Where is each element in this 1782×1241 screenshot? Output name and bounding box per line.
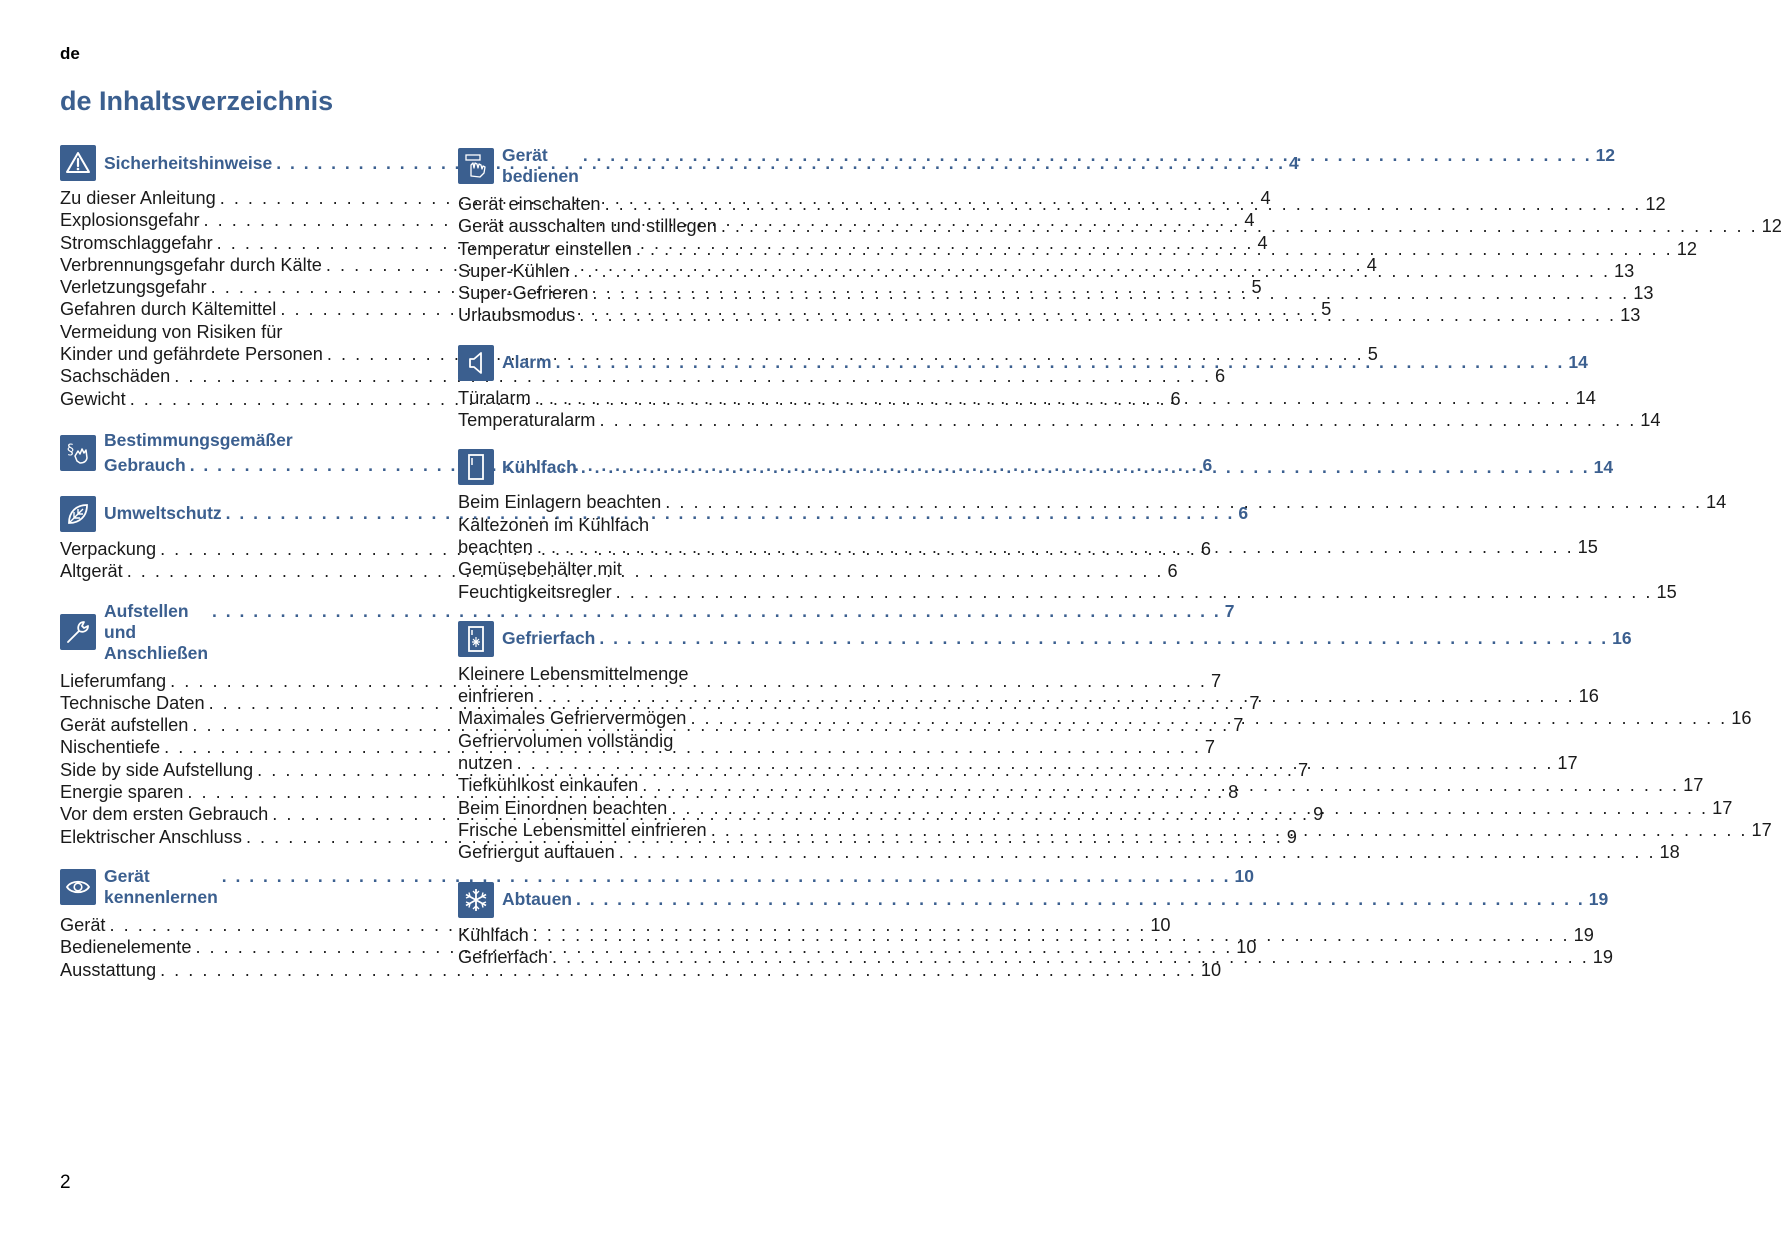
toc-entry-page: 5	[1367, 344, 1378, 365]
dot-leader	[533, 924, 1570, 946]
toc-section	[458, 449, 1727, 602]
toc-entry-text: Verbrennungsgefahr durch Kälte	[60, 254, 322, 275]
section-page: 19	[1588, 889, 1609, 910]
toc-entry-text-line: Kleinere Lebensmittelmenge	[458, 663, 689, 684]
section-title: Aufstellen und Anschließen	[104, 600, 209, 663]
toc-entry-text: Vor dem ersten Gebrauch	[60, 804, 269, 825]
toc-entry-text: Temperatur einstellen	[458, 238, 632, 259]
section-heading[interactable]	[458, 449, 1614, 485]
freezer-icon	[458, 621, 494, 657]
section-title: Gerät kennenlernen	[104, 865, 218, 907]
dot-leader	[642, 774, 1679, 796]
dot-leader	[605, 193, 1642, 215]
dot-leader	[665, 491, 1702, 513]
toc-entry-page: 4	[1257, 232, 1268, 253]
toc-entry-row	[458, 819, 1772, 841]
toc-entry-page: 7	[1233, 715, 1244, 736]
toc-entry-text: Ausstattung	[60, 959, 157, 980]
toc-entry-text: Explosionsgefahr	[60, 210, 200, 231]
toc-entry[interactable]	[458, 260, 1635, 282]
toc-entry-page: 9	[1313, 804, 1324, 825]
dot-leader	[537, 536, 1574, 558]
toc-entry[interactable]	[458, 663, 1599, 708]
toc-entry-text: Gefriergut auftauen	[458, 842, 615, 863]
toc-entry-row	[458, 841, 1680, 863]
toc-entry-page: 14	[1640, 410, 1661, 431]
toc-entry-text: Feuchtigkeitsregler	[458, 581, 612, 602]
toc-entry-page: 17	[1751, 819, 1772, 840]
dot-leader	[535, 387, 1572, 409]
section-page: 16	[1612, 628, 1632, 649]
section-title: Umweltschutz	[104, 503, 222, 524]
toc-entry-page: 10	[1200, 959, 1222, 980]
dot-leader	[671, 797, 1708, 819]
toc-entry-page: 5	[1251, 277, 1262, 298]
toc-entry-text: Tiefkühlkost einkaufen	[458, 775, 639, 796]
toc-entry-row	[458, 491, 1727, 513]
toc-entry-page: 9	[1286, 826, 1297, 847]
toc-entry-text: Urlaubsmodus	[458, 305, 576, 326]
toc-entry-page: 7	[1297, 759, 1309, 780]
toc-entry-text-line: Gefriervolumen vollständig	[458, 730, 674, 751]
toc-entry-text-line: Vermeidung von Risiken für	[60, 321, 283, 342]
toc-entry-row	[458, 409, 1661, 431]
section-page: 6	[1202, 454, 1213, 475]
toc-entry-text-line: Gemüsebehälter mit	[458, 559, 622, 580]
toc-entry[interactable]	[458, 282, 1654, 304]
toc-entry-page: 13	[1633, 283, 1654, 304]
toc-entry-page: 19	[1573, 924, 1594, 945]
toc-entry-row	[458, 260, 1635, 282]
toc-entry-page: 14	[1706, 492, 1727, 513]
section-page: 14	[1568, 352, 1588, 373]
section-page: 10	[1234, 865, 1254, 886]
page-title: de Inhaltsverzeichnis	[60, 86, 334, 116]
section-title: Gerät bedienen	[502, 145, 579, 186]
eye-icon	[60, 869, 96, 905]
toc-entry-text: Verpackung	[60, 538, 157, 559]
toc-entry[interactable]	[458, 841, 1680, 863]
section-heading-text[interactable]	[502, 628, 1632, 649]
toc-entry-page: 6	[1200, 538, 1211, 559]
dot-leader	[583, 145, 1592, 166]
section-title: Gefrierfach	[502, 628, 596, 649]
toc-entry-row	[458, 193, 1666, 215]
toc-entry-row	[458, 774, 1704, 796]
toc-entry-text: Super-Kühlen	[458, 260, 570, 281]
toc-entry-text: Zu dieser Anleitung	[60, 188, 216, 208]
toc-entry-text: Side by side Aufstellung	[60, 759, 254, 780]
dot-leader	[599, 628, 1608, 649]
toc-entry[interactable]	[458, 238, 1697, 260]
section-heading-text[interactable]	[502, 889, 1608, 910]
toc-entry-page: 19	[1592, 946, 1614, 967]
toc-entry-page: 12	[1761, 216, 1782, 237]
toc-entry[interactable]	[458, 797, 1733, 819]
toc-entry[interactable]	[458, 193, 1666, 215]
dot-leader	[599, 409, 1636, 431]
toc-section	[458, 145, 1782, 327]
toc-entry-text: Bedienelemente	[60, 937, 192, 958]
toc-entry-text: Gewicht	[60, 388, 126, 409]
toc-entry-page: 13	[1614, 260, 1635, 281]
toc-entry-text-line: Kältezonen im Kühlfach	[458, 514, 650, 535]
dot-leader	[517, 752, 1554, 774]
toc-entry-page: 16	[1578, 686, 1599, 707]
toc-entry-text: Gefrierfach	[458, 946, 548, 967]
dot-leader	[721, 215, 1758, 237]
toc-entry-text: Energie sparen	[60, 782, 184, 803]
toc-entry-text: Gerät aufstellen	[60, 715, 189, 736]
toc-entry-page: 8	[1228, 782, 1239, 803]
page-number: 2	[60, 1172, 71, 1193]
toc-entry-text: Frische Lebensmittel einfrieren	[458, 819, 707, 840]
toc-entry-page: 5	[1321, 299, 1332, 320]
section-page: 14	[1593, 456, 1614, 477]
toc-entry-page: 6	[1167, 561, 1178, 582]
toc-entry[interactable]	[458, 491, 1727, 513]
environment-leaf-icon	[60, 496, 96, 532]
dot-leader	[690, 707, 1727, 729]
toc-entry[interactable]	[458, 707, 1752, 729]
toc-entry-page: 17	[1557, 753, 1578, 774]
toc-entry-page: 4	[1244, 210, 1255, 231]
toc-entry[interactable]	[458, 819, 1772, 841]
toc-entry-page: 4	[1260, 188, 1271, 208]
section-page: 12	[1595, 145, 1616, 165]
toc-entry[interactable]	[458, 304, 1641, 326]
toc-entry-row	[458, 752, 1578, 774]
toc-entry[interactable]	[458, 514, 1598, 559]
toc-entry-text: Sachschäden	[60, 366, 171, 387]
dot-leader	[576, 889, 1585, 910]
section-page: 7	[1224, 600, 1235, 621]
toc-entry-page: 14	[1575, 387, 1596, 408]
toc-entry-text: einfrieren	[458, 686, 534, 707]
toc-section	[458, 345, 1661, 432]
toc-entry-row	[458, 536, 1598, 558]
toc-entry-page: 6	[1215, 366, 1226, 387]
toc-entry-row	[458, 797, 1733, 819]
toc-entry-page: 13	[1620, 305, 1641, 326]
toc-entry-text: Elektrischer Anschluss	[60, 826, 242, 847]
toc-entry-text: Super-Gefrieren	[458, 283, 589, 304]
toc-entry-page: 12	[1676, 238, 1697, 259]
toc-entry-row	[60, 365, 1226, 387]
section-page: 4	[1289, 152, 1299, 173]
toc-entry-text: Türalarm	[458, 387, 531, 408]
section-heading-text[interactable]	[502, 145, 1615, 187]
svg-text:§: §	[67, 441, 74, 458]
toc-entry-row	[458, 238, 1697, 260]
toc-entry-text: Beim Einordnen beachten	[458, 797, 668, 818]
toc-entry[interactable]	[458, 215, 1782, 237]
dot-leader	[579, 304, 1616, 326]
toc-item-list	[458, 491, 1727, 602]
toc-entry-text: Gerät ausschalten und stilllegen	[458, 216, 717, 237]
snowflake-icon	[458, 882, 494, 918]
toc-entry-text: Kinder und gefährdete Personen	[60, 344, 323, 365]
wrench-icon	[60, 614, 96, 650]
toc-entry[interactable]	[60, 365, 1226, 387]
toc-entry-text: Technische Daten	[60, 692, 205, 713]
warning-icon	[60, 145, 96, 181]
operate-hand-icon	[458, 148, 494, 184]
section-title: Alarm	[502, 352, 552, 373]
toc-entry-text: Temperaturalarm	[458, 410, 596, 431]
dot-leader	[636, 238, 1673, 260]
toc-entry[interactable]	[458, 558, 1677, 603]
toc-entry-page: 15	[1656, 581, 1677, 602]
toc-entry[interactable]	[458, 387, 1596, 409]
dot-leader	[592, 282, 1629, 304]
dot-leader	[711, 819, 1748, 841]
toc-entry-text: Lieferumfang	[60, 670, 167, 691]
section-title-line: Bestimmungsgemäßer	[104, 429, 293, 450]
toc-entry-page: 10	[1150, 914, 1171, 935]
section-title: Abtauen	[502, 889, 572, 910]
toc-entry-text: beachten	[458, 536, 533, 557]
toc-entry[interactable]	[458, 730, 1578, 775]
toc-entry-page: 7	[1249, 692, 1260, 713]
toc-entry-page: 12	[1645, 194, 1666, 214]
toc-entry-text: Gerät einschalten	[458, 194, 601, 214]
toc-entry-row	[458, 387, 1596, 409]
toc-entry-text: Gerät	[60, 914, 106, 935]
toc-entry-page: 18	[1659, 842, 1680, 863]
toc-entry-page: 7	[1204, 737, 1216, 758]
toc-entry[interactable]	[458, 409, 1661, 431]
toc-entry-text: Kühlfach	[458, 924, 529, 945]
section-heading-text[interactable]	[502, 352, 1588, 373]
toc-item-list	[458, 193, 1782, 327]
toc-entry-page: 15	[1577, 536, 1598, 557]
toc-entry-text: Stromschlaggefahr	[60, 232, 213, 253]
toc-entry-row	[458, 304, 1641, 326]
section-heading-text[interactable]	[502, 457, 1613, 478]
toc-item-list	[458, 663, 1772, 864]
toc-entry-page: 16	[1731, 708, 1752, 729]
speaker-icon	[458, 345, 494, 381]
toc-entry-page: 10	[1236, 937, 1257, 958]
section-heading[interactable]	[458, 345, 1588, 381]
toc-entry-page: 17	[1683, 775, 1704, 796]
toc-entry-page: 17	[1712, 797, 1733, 818]
toc-entry-row	[60, 959, 1222, 981]
toc-entry-text: Maximales Gefriervermögen	[458, 708, 687, 729]
section-heading[interactable]	[458, 621, 1632, 657]
toc-entry-text: nutzen	[458, 753, 513, 774]
toc-entry-page: 4	[1366, 254, 1377, 275]
toc-entry-row	[458, 685, 1599, 707]
dot-leader	[616, 581, 1653, 603]
toc-entry-text: Verletzungsgefahr	[60, 277, 207, 298]
toc-entry-row	[458, 215, 1782, 237]
intended-use-icon	[60, 435, 96, 471]
section-title: Gebrauch	[104, 454, 186, 475]
dot-leader	[538, 685, 1575, 707]
dot-leader	[556, 352, 1565, 373]
toc-entry-page: 6	[1170, 388, 1181, 409]
toc-entry-row	[458, 707, 1752, 729]
toc-entry[interactable]	[60, 959, 1222, 981]
dot-leader	[552, 946, 1589, 968]
toc-entry-text: Beim Einlagern beachten	[458, 492, 662, 513]
toc-entry-page: 7	[1210, 670, 1222, 691]
toc-section	[458, 621, 1772, 864]
dot-leader	[619, 841, 1656, 863]
section-page: 6	[1238, 503, 1249, 524]
toc-entry-text: Gefahren durch Kältemittel	[60, 299, 277, 320]
language-label: de	[60, 44, 80, 63]
toc-entry-text: Nischentiefe	[60, 737, 161, 758]
fridge-icon	[458, 449, 494, 485]
section-title: Kühlfach	[502, 456, 577, 477]
toc-entry-row	[458, 282, 1654, 304]
toc-entry[interactable]	[458, 774, 1704, 796]
dot-leader	[573, 260, 1610, 282]
section-heading[interactable]	[458, 882, 1609, 918]
toc-entry-row	[458, 581, 1677, 603]
toc-entry-text: Altgerät	[60, 561, 123, 582]
toc-item-list	[458, 387, 1661, 432]
section-title: Sicherheitshinweise	[104, 152, 273, 173]
section-heading[interactable]	[458, 145, 1616, 187]
dot-leader	[581, 457, 1590, 478]
